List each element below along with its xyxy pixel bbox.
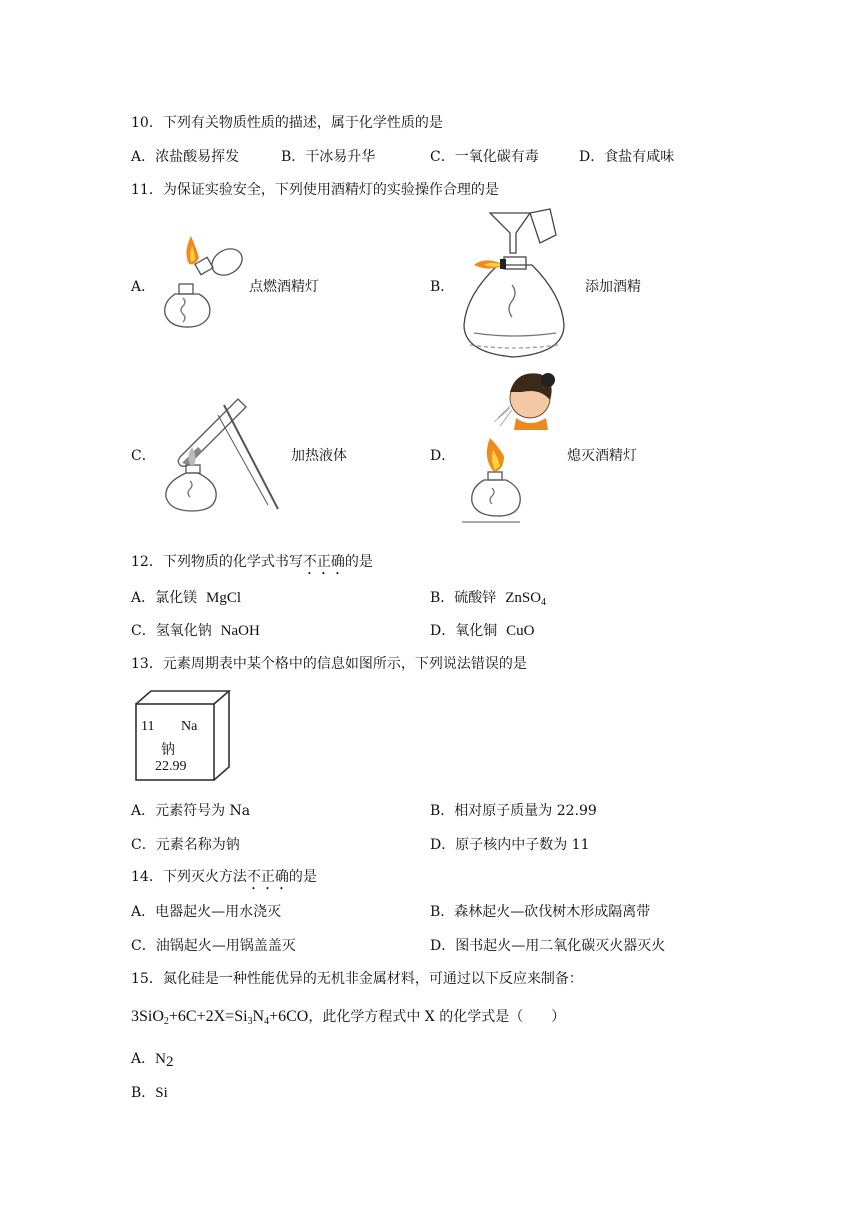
atomic-mass: 22.99 [155,759,187,774]
question-10-stem: 10．下列有关物质性质的描述，属于化学性质的是 [131,115,443,131]
periodic-table-cell [135,690,233,780]
atomic-number: 11 [141,719,155,734]
q10-option-d: D．食盐有咸味 [579,149,675,165]
q13-option-d: D．原子核内中子数为 11 [430,837,590,853]
question-13-stem: 13．元素周期表中某个格中的信息如图所示，下列说法错误的是 [131,656,527,672]
q14-option-b: B．森林起火—砍伐树木形成隔离带 [430,904,651,920]
q13-option-c: C．元素名称为钠 [131,837,240,853]
q11-option-a-letter: A． [131,279,156,295]
q13-option-a: A．元素符号为 Na [131,803,251,819]
q12-option-a: A．氯化镁 MgCl [131,590,242,606]
q11-option-b-caption: 添加酒精 [585,279,641,295]
q11-option-a-caption: 点燃酒精灯 [249,279,319,295]
question-11-stem: 11．为保证实验安全，下列使用酒精灯的实验操作合理的是 [131,182,499,198]
q12-option-c: C．氢氧化钠 NaOH [131,623,260,639]
question-15-stem: 15．氮化硅是一种性能优异的无机非金属材料，可通过以下反应来制备： [131,971,583,987]
q12-option-b: B．硫酸锌 ZnSO$_4$ [430,590,547,608]
q14-option-d: D．图书起火—用二氧化碳灭火器灭火 [430,938,666,954]
chemical-equation: $3SiO_2+6C+2X=Si_3N_4+6CO$ [131,1008,309,1027]
q14-option-a: A．电器起火—用水浇灭 [131,904,282,920]
q11-option-b-letter: B． [430,279,455,295]
q11-option-d-caption: 熄灭酒精灯 [567,448,637,464]
q10-option-b: B．干冰易升华 [281,149,376,165]
q14-option-c: C．油锅起火—用锅盖盖灭 [131,938,296,954]
element-name: 钠 [161,742,175,758]
question-12-stem: 12．下列物质的化学式书写不正确的是 [131,554,373,570]
q11-option-d-letter: D． [430,448,456,464]
q15-option-a: A．$N_2$ [131,1051,174,1070]
blowing-out-lamp-illustration [460,370,570,525]
question-14-stem: 14．下列灭火方法不正确的是 [131,869,317,885]
q12-option-d: D．氧化铜 CuO [430,623,535,639]
equation-question: ，此化学方程式中 X 的化学式是（ ） [308,1009,566,1025]
q11-option-c-caption: 加热液体 [291,448,347,464]
q11-option-c-letter: C． [131,448,156,464]
emphasis-not-correct: 不正确 [246,869,289,885]
q13-option-b: B．相对原子质量为 22.99 [430,803,597,819]
adding-alcohol-illustration [460,205,570,363]
q15-equation-line [131,1006,565,1026]
emphasis-not-correct: 不正确 [302,554,345,570]
lamp-lighting-illustration [155,232,250,332]
q10-option-c: C．一氧化碳有毒 [430,149,539,165]
heating-liquid-illustration [158,385,288,520]
q15-option-b: B．Si [131,1085,168,1101]
q10-option-a: A．浓盐酸易挥发 [131,149,240,165]
element-symbol: Na [181,719,198,734]
